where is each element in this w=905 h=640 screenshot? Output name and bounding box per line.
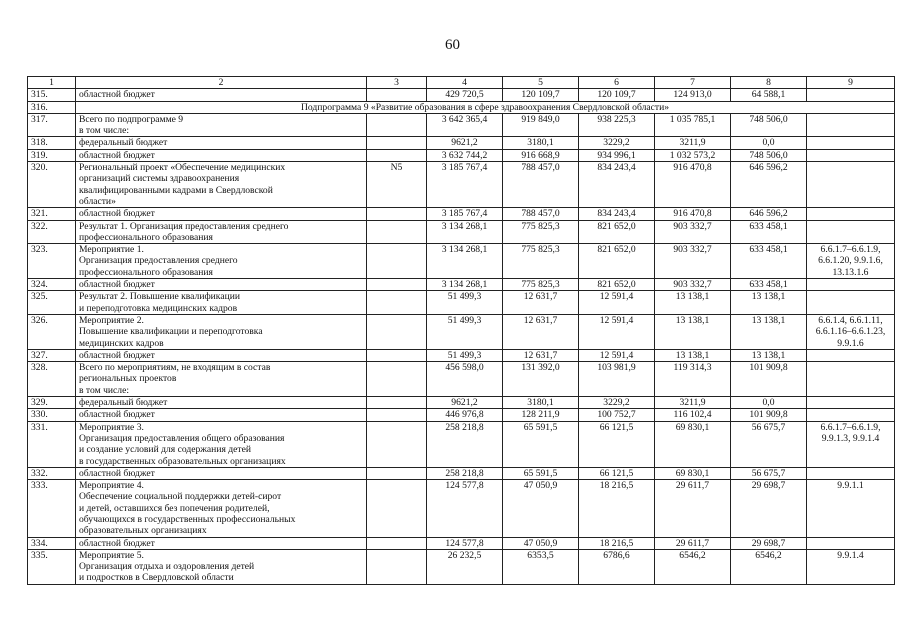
cell-line: областной бюджет: [79, 349, 155, 361]
amount-cell: 13 138,1: [731, 349, 807, 361]
table-row: [28, 113, 895, 137]
cell-line: областной бюджет: [79, 409, 155, 421]
amount-cell: 69 830,1: [655, 467, 731, 479]
amount-cell: 3 134 268,1: [427, 220, 503, 244]
description-cell: [76, 137, 367, 149]
amount-cell: 3 642 365,4: [427, 113, 503, 137]
table-row: [28, 149, 895, 161]
table-row: [28, 397, 895, 409]
row-number-cell: 321.: [28, 208, 76, 220]
amount-cell: 6353,5: [503, 549, 579, 584]
amount-cell: 788 457,0: [503, 162, 579, 208]
amount-cell: 51 499,3: [427, 314, 503, 349]
table-row: [28, 314, 895, 349]
header-cell: 9: [807, 77, 895, 89]
target-indicator-cell: [807, 549, 895, 584]
amount-cell: 446 976,8: [427, 409, 503, 421]
amount-cell: 131 392,0: [503, 362, 579, 397]
table-row: [28, 279, 895, 291]
amount-cell: 919 849,0: [503, 113, 579, 137]
target-indicator-cell: [807, 149, 895, 161]
cell-line: Организация отдыха и оздоровления детей: [79, 561, 255, 573]
cell-line: области»: [79, 195, 116, 207]
amount-cell: 775 825,3: [503, 220, 579, 244]
cell-line: Организация предоставления среднего: [79, 255, 238, 267]
amount-cell: 116 102,4: [655, 409, 731, 421]
code-cell: [367, 480, 427, 537]
code-cell: [367, 137, 427, 149]
description-cell: [76, 421, 367, 467]
table-row: [28, 549, 895, 584]
amount-cell: 775 825,3: [503, 279, 579, 291]
amount-cell: 26 232,5: [427, 549, 503, 584]
code-cell: [367, 220, 427, 244]
cell-line: 6.6.1.16–6.6.1.23,: [815, 326, 886, 338]
cell-line: медицинских кадров: [79, 337, 164, 349]
cell-line: и создание условий для содержания детей: [79, 444, 251, 456]
amount-cell: 633 458,1: [731, 220, 807, 244]
cell-line: Мероприятие 3.: [79, 421, 144, 433]
budget-table: [27, 76, 895, 585]
cell-line: Повышение квалификации и переподготовка: [79, 326, 263, 338]
target-indicator-cell: [807, 244, 895, 279]
header-cell: 1: [28, 77, 76, 89]
amount-cell: 748 506,0: [731, 113, 807, 137]
header-cell: 6: [579, 77, 655, 89]
amount-cell: 3180,1: [503, 137, 579, 149]
page-number: 60: [445, 37, 460, 53]
code-cell: [367, 244, 427, 279]
code-cell: [367, 409, 427, 421]
cell-line: 9.9.1.1: [837, 480, 864, 492]
code-cell: [367, 113, 427, 137]
cell-line: Мероприятие 1.: [79, 244, 144, 256]
target-indicator-cell: [807, 137, 895, 149]
amount-cell: 916 668,9: [503, 149, 579, 161]
description-cell: [76, 549, 367, 584]
row-number-cell: 323.: [28, 244, 76, 279]
row-number-cell: 332.: [28, 467, 76, 479]
cell-line: областной бюджет: [79, 537, 155, 549]
header-row: [28, 77, 895, 89]
cell-line: 9.9.1.4: [837, 549, 864, 561]
cell-line: квалифицированными кадрами в Свердловской: [79, 184, 273, 196]
description-cell: [76, 113, 367, 137]
header-cell: 2: [76, 77, 367, 89]
cell-line: 9.9.1.6: [837, 337, 864, 349]
cell-line: Региональный проект «Обеспечение медицинских: [79, 162, 286, 174]
code-cell: [367, 279, 427, 291]
description-cell: [76, 89, 367, 101]
cell-line: организаций системы здравоохранения: [79, 173, 240, 185]
amount-cell: 456 598,0: [427, 362, 503, 397]
amount-cell: 13 138,1: [655, 349, 731, 361]
amount-cell: 646 596,2: [731, 162, 807, 208]
table-row: [28, 137, 895, 149]
amount-cell: 12 591,4: [579, 349, 655, 361]
amount-cell: 69 830,1: [655, 421, 731, 467]
row-number-cell: 334.: [28, 537, 76, 549]
header-cell: 7: [655, 77, 731, 89]
description-cell: [76, 480, 367, 537]
cell-line: 13.13.1.6: [832, 266, 869, 278]
table-row: [28, 409, 895, 421]
row-number-cell: 326.: [28, 314, 76, 349]
cell-line: Мероприятие 5.: [79, 549, 144, 561]
amount-cell: 66 121,5: [579, 467, 655, 479]
amount-cell: 9621,2: [427, 397, 503, 409]
amount-cell: 633 458,1: [731, 279, 807, 291]
amount-cell: 3 185 767,4: [427, 208, 503, 220]
amount-cell: 6546,2: [655, 549, 731, 584]
cell-line: 6.6.1.4, 6.6.1.11,: [818, 314, 883, 326]
cell-line: 6.6.1.20, 9.9.1.6,: [818, 255, 883, 267]
amount-cell: 12 631,7: [503, 291, 579, 315]
amount-cell: 934 996,1: [579, 149, 655, 161]
target-indicator-cell: [807, 480, 895, 537]
description-cell: [76, 349, 367, 361]
target-indicator-cell: [807, 279, 895, 291]
cell-line: Результат 2. Повышение квалификации: [79, 291, 240, 303]
amount-cell: 56 675,7: [731, 467, 807, 479]
cell-line: Мероприятие 2.: [79, 314, 144, 326]
cell-line: Всего по мероприятиям, не входящим в состав: [79, 362, 271, 374]
table-row: [28, 537, 895, 549]
amount-cell: 29 611,7: [655, 537, 731, 549]
amount-cell: 13 138,1: [655, 291, 731, 315]
table-row: [28, 421, 895, 467]
amount-cell: 903 332,7: [655, 220, 731, 244]
cell-line: Организация предоставления общего образования: [79, 432, 285, 444]
table-row: [28, 480, 895, 537]
target-indicator-cell: [807, 537, 895, 549]
amount-cell: 120 109,7: [579, 89, 655, 101]
cell-line: Всего по подпрограмме 9: [79, 113, 184, 125]
amount-cell: 100 752,7: [579, 409, 655, 421]
amount-cell: 3229,2: [579, 137, 655, 149]
row-number-cell: 320.: [28, 162, 76, 208]
description-cell: [76, 397, 367, 409]
row-number-cell: 327.: [28, 349, 76, 361]
header-cell: 5: [503, 77, 579, 89]
target-indicator-cell: [807, 409, 895, 421]
cell-line: 9.9.1.3, 9.9.1.4: [821, 432, 880, 444]
amount-cell: 6786,6: [579, 549, 655, 584]
cell-line: и подростков в Свердловской области: [79, 572, 234, 584]
row-number-cell: 329.: [28, 397, 76, 409]
subprogram-row: [28, 101, 895, 113]
code-cell: [367, 349, 427, 361]
amount-cell: 3211,9: [655, 137, 731, 149]
amount-cell: 124 913,0: [655, 89, 731, 101]
row-number-cell: 333.: [28, 480, 76, 537]
amount-cell: 3 632 744,2: [427, 149, 503, 161]
amount-cell: 47 050,9: [503, 480, 579, 537]
amount-cell: 748 506,0: [731, 149, 807, 161]
table-row: [28, 362, 895, 397]
description-cell: [76, 314, 367, 349]
table-row: [28, 467, 895, 479]
amount-cell: 47 050,9: [503, 537, 579, 549]
description-cell: [76, 279, 367, 291]
amount-cell: 29 698,7: [731, 537, 807, 549]
cell-line: федеральный бюджет: [79, 137, 168, 149]
amount-cell: 3 185 767,4: [427, 162, 503, 208]
row-number-cell: 315.: [28, 89, 76, 101]
row-number-cell: 331.: [28, 421, 76, 467]
amount-cell: 65 591,5: [503, 421, 579, 467]
amount-cell: 0,0: [731, 137, 807, 149]
amount-cell: 258 218,8: [427, 421, 503, 467]
target-indicator-cell: [807, 208, 895, 220]
amount-cell: 51 499,3: [427, 349, 503, 361]
cell-line: в том числе:: [79, 125, 130, 137]
description-cell: [76, 220, 367, 244]
amount-cell: 6546,2: [731, 549, 807, 584]
table-row: [28, 291, 895, 315]
cell-line: 6.6.1.7–6.6.1.9,: [820, 244, 881, 256]
amount-cell: 66 121,5: [579, 421, 655, 467]
amount-cell: 64 588,1: [731, 89, 807, 101]
amount-cell: 119 314,3: [655, 362, 731, 397]
table-row: [28, 244, 895, 279]
amount-cell: 775 825,3: [503, 244, 579, 279]
cell-line: областной бюджет: [79, 149, 155, 161]
amount-cell: 3229,2: [579, 397, 655, 409]
cell-line: Обеспечение социальной поддержки детей-сирот: [79, 491, 282, 503]
amount-cell: 0,0: [731, 397, 807, 409]
amount-cell: 429 720,5: [427, 89, 503, 101]
amount-cell: 124 577,8: [427, 537, 503, 549]
amount-cell: 1 035 785,1: [655, 113, 731, 137]
table-row: [28, 89, 895, 101]
code-cell: [367, 208, 427, 220]
description-cell: [76, 291, 367, 315]
cell-line: федеральный бюджет: [79, 397, 168, 409]
description-cell: [76, 537, 367, 549]
code-cell: [367, 421, 427, 467]
code-cell: [367, 89, 427, 101]
amount-cell: 258 218,8: [427, 467, 503, 479]
target-indicator-cell: [807, 362, 895, 397]
amount-cell: 3 134 268,1: [427, 279, 503, 291]
table-row: [28, 208, 895, 220]
cell-line: Результат 1. Организация предоставления среднего: [79, 220, 289, 232]
row-number-cell: 322.: [28, 220, 76, 244]
code-cell: [367, 397, 427, 409]
description-cell: [76, 362, 367, 397]
amount-cell: 821 652,0: [579, 220, 655, 244]
amount-cell: 3211,9: [655, 397, 731, 409]
amount-cell: 12 631,7: [503, 314, 579, 349]
target-indicator-cell: [807, 421, 895, 467]
table-row: [28, 162, 895, 208]
target-indicator-cell: [807, 220, 895, 244]
code-cell: [367, 149, 427, 161]
cell-line: региональных проектов: [79, 373, 177, 385]
header-cell: 4: [427, 77, 503, 89]
row-number-cell: 335.: [28, 549, 76, 584]
code-cell: [367, 362, 427, 397]
description-cell: [76, 149, 367, 161]
target-indicator-cell: [807, 467, 895, 479]
amount-cell: 13 138,1: [731, 314, 807, 349]
cell-line: 6.6.1.7–6.6.1.9,: [820, 421, 881, 433]
cell-line: областной бюджет: [79, 467, 155, 479]
amount-cell: 124 577,8: [427, 480, 503, 537]
amount-cell: 13 138,1: [731, 291, 807, 315]
amount-cell: 834 243,4: [579, 162, 655, 208]
description-cell: [76, 467, 367, 479]
code-cell: [367, 537, 427, 549]
header-cell: 8: [731, 77, 807, 89]
description-cell: [76, 409, 367, 421]
subprogram-title: Подпрограмма 9 «Развитие образования в сфере здравоохранения Свердловской области»: [76, 101, 895, 113]
row-number-cell: 318.: [28, 137, 76, 149]
amount-cell: 12 591,4: [579, 291, 655, 315]
target-indicator-cell: [807, 291, 895, 315]
amount-cell: 51 499,3: [427, 291, 503, 315]
amount-cell: 821 652,0: [579, 244, 655, 279]
amount-cell: 916 470,8: [655, 208, 731, 220]
row-number-cell: 325.: [28, 291, 76, 315]
code-cell: [367, 314, 427, 349]
row-number-cell: 317.: [28, 113, 76, 137]
amount-cell: 1 032 573,2: [655, 149, 731, 161]
amount-cell: 13 138,1: [655, 314, 731, 349]
amount-cell: 633 458,1: [731, 244, 807, 279]
cell-line: в том числе:: [79, 384, 130, 396]
row-number-cell: 324.: [28, 279, 76, 291]
amount-cell: 821 652,0: [579, 279, 655, 291]
amount-cell: 29 611,7: [655, 480, 731, 537]
cell-line: и детей, оставшихся без попечения родителей,: [79, 502, 270, 514]
amount-cell: 834 243,4: [579, 208, 655, 220]
amount-cell: 128 211,9: [503, 409, 579, 421]
amount-cell: 938 225,3: [579, 113, 655, 137]
amount-cell: 9621,2: [427, 137, 503, 149]
amount-cell: 101 909,8: [731, 362, 807, 397]
row-number-cell: 316.: [28, 101, 76, 113]
amount-cell: 3 134 268,1: [427, 244, 503, 279]
header-cell: 3: [367, 77, 427, 89]
amount-cell: 12 591,4: [579, 314, 655, 349]
amount-cell: 903 332,7: [655, 244, 731, 279]
target-indicator-cell: [807, 314, 895, 349]
code-cell: [367, 549, 427, 584]
amount-cell: 103 981,9: [579, 362, 655, 397]
amount-cell: 903 332,7: [655, 279, 731, 291]
amount-cell: 18 216,5: [579, 537, 655, 549]
description-cell: [76, 208, 367, 220]
code-cell: [367, 467, 427, 479]
cell-line: образовательных организациях: [79, 525, 207, 537]
description-cell: [76, 244, 367, 279]
row-number-cell: 328.: [28, 362, 76, 397]
amount-cell: 916 470,8: [655, 162, 731, 208]
cell-line: и переподготовка медицинских кадров: [79, 302, 238, 314]
cell-line: Мероприятие 4.: [79, 480, 144, 492]
amount-cell: 120 109,7: [503, 89, 579, 101]
amount-cell: 65 591,5: [503, 467, 579, 479]
cell-line: профессионального образования: [79, 231, 213, 243]
target-indicator-cell: [807, 349, 895, 361]
code-cell: [367, 291, 427, 315]
amount-cell: 12 631,7: [503, 349, 579, 361]
amount-cell: 646 596,2: [731, 208, 807, 220]
description-cell: [76, 162, 367, 208]
target-indicator-cell: [807, 113, 895, 137]
target-indicator-cell: [807, 397, 895, 409]
cell-line: областной бюджет: [79, 208, 155, 220]
amount-cell: 3180,1: [503, 397, 579, 409]
target-indicator-cell: [807, 89, 895, 101]
amount-cell: 18 216,5: [579, 480, 655, 537]
amount-cell: 56 675,7: [731, 421, 807, 467]
cell-line: областной бюджет: [79, 279, 155, 291]
cell-line: профессионального образования: [79, 266, 213, 278]
target-indicator-cell: [807, 162, 895, 208]
cell-line: обучающихся в государственных профессиональных: [79, 513, 296, 525]
table-row: [28, 349, 895, 361]
table-body: [28, 77, 895, 585]
code-cell: N5: [367, 162, 427, 208]
amount-cell: 788 457,0: [503, 208, 579, 220]
table-row: [28, 220, 895, 244]
row-number-cell: 319.: [28, 149, 76, 161]
row-number-cell: 330.: [28, 409, 76, 421]
cell-line: в государственных образовательных организациях: [79, 455, 286, 467]
amount-cell: 29 698,7: [731, 480, 807, 537]
cell-line: областной бюджет: [79, 89, 155, 101]
amount-cell: 101 909,8: [731, 409, 807, 421]
